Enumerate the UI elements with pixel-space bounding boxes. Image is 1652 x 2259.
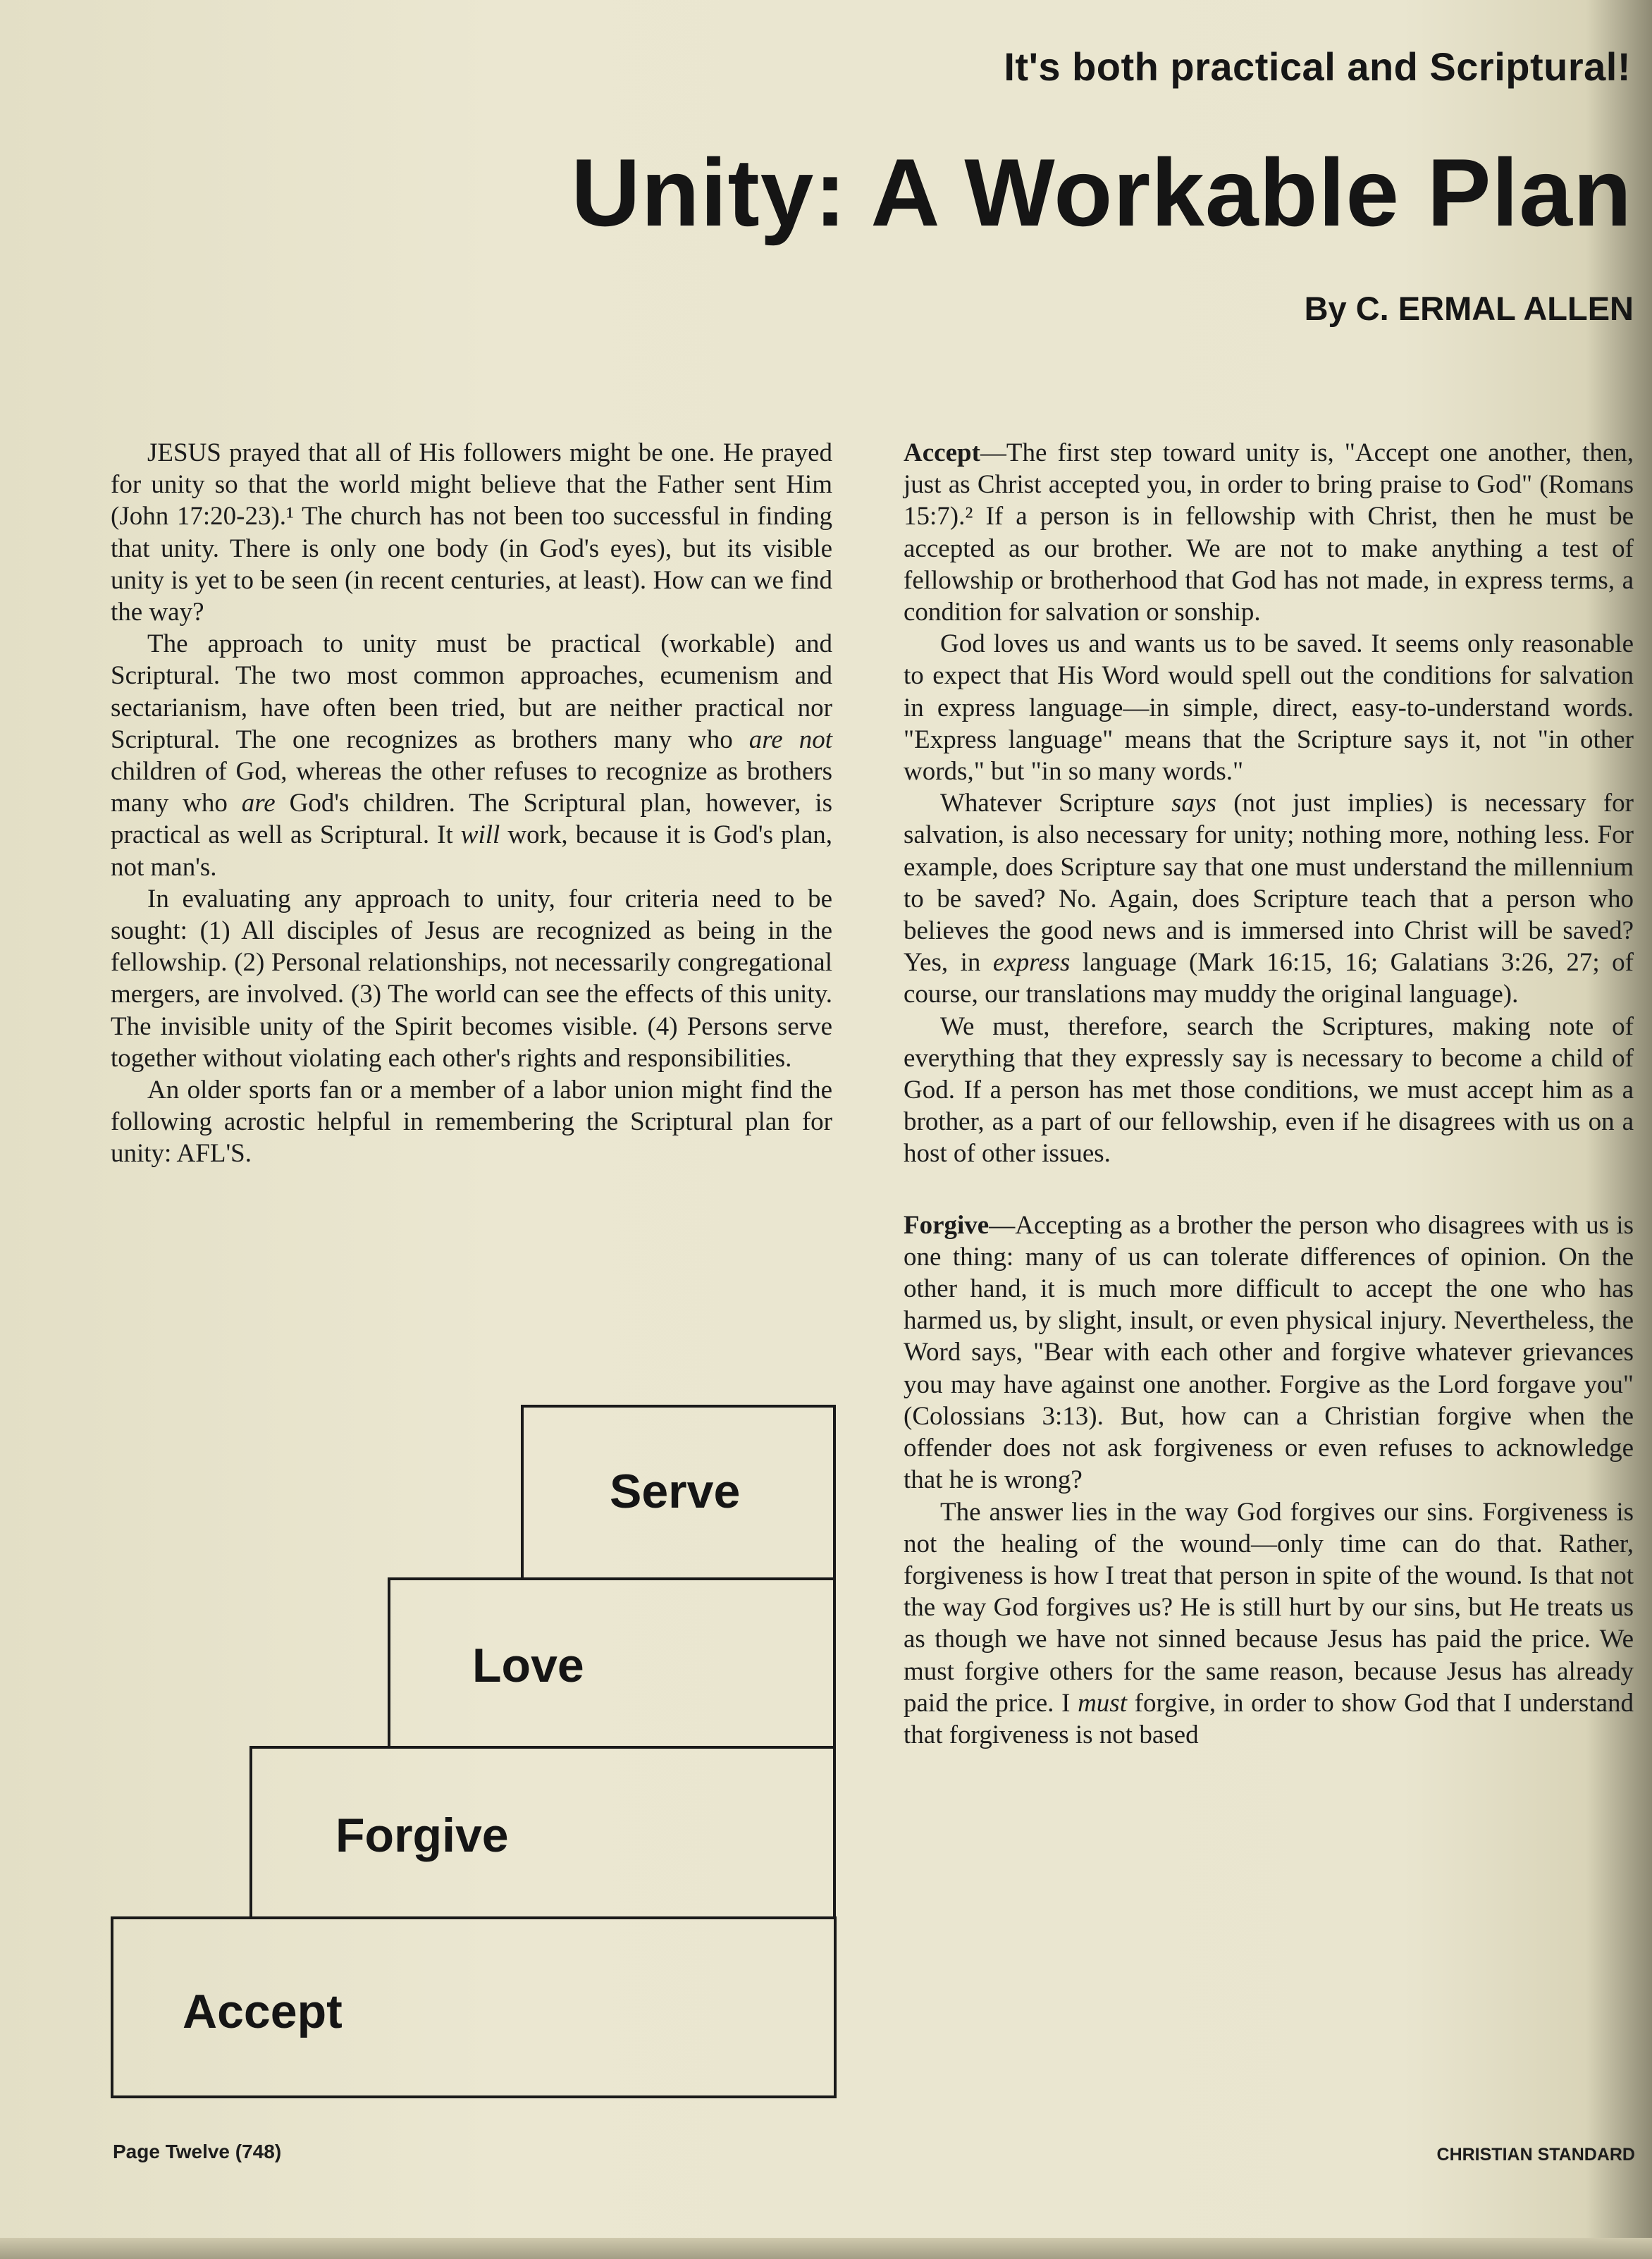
section-accept: Accept—The first step toward unity is, "Accept one another, then, just as Christ accepted you, in order to bring praise to God" (Romans 15:7).² If a person is in fellowship with Christ, then he must be accepted as our brother. We are not to make anything a test of fellowship or brotherhood that God has not made, in express terms, a condition for salvation or sonship. [904, 438, 1634, 627]
paragraph: JESUS prayed that all of His followers might be one. He prayed for unity so that the world might believe that the Father sent Him (John 17:20-23).¹ The church has not been too successful in finding that unity. There is only one body (in God's eyes), but its visible unity is yet to be seen (in recent centuries, at least). How can we find the way? [111, 438, 832, 627]
section-forgive: Forgive—Accepting as a brother the person who disagrees with us is one thing: many of us can tolerate differences of opinion. On the other hand, it is much more difficult to accept the one who has harmed us, by slight, insult, or even physical injury. Nevertheless, the Word says, "Bear with each other and forgive whatever grievances you may have against one another. Forgive as the Lord forgave you" (Colossians 3:13). But, how can a Christian forgive when the offender does not ask forgiveness or even refuses to acknowledge that he is wrong? [904, 1210, 1634, 1495]
paragraph: In evaluating any approach to unity, four criteria need to be sought: (1) All disciples of Jesus are recognized as being in the fellowship. (2) Personal relationships, not necessarily congregational mergers, are involved. (3) The world can see the effects of this unity. The invisible unity of the Spirit becomes visible. (4) Persons serve together without violating each other's rights and responsibilities. [111, 884, 832, 1073]
article-title: Unity: A Workable Plan [571, 139, 1632, 246]
step-label: Love [472, 1639, 584, 1692]
section-heading: Forgive [904, 1210, 990, 1240]
section-heading: Accept [904, 438, 980, 467]
step-label: Serve [610, 1465, 741, 1518]
paragraph: We must, therefore, search the Scriptures, making note of everything that they expressly say is necessary to become a child of God. If a person has met those conditions, we must accept him as a brother, as a part of our fellowship, even if he disagrees with us on a host of other issues. [904, 1011, 1634, 1169]
left-column [111, 437, 832, 1170]
paragraph: The approach to unity must be practical (workable) and Scriptural. The two most common approaches, ecumenism and sectarianism, have often been tried, but are neither practical nor Scriptural. The one recognizes as brothers many who are not children of God, whereas the other refuses to recognize as brothers many who are God's children. The Scriptural plan, however, is practical as well as Scriptural. It will work, because it is God's plan, not man's. [111, 629, 832, 882]
article-byline: By C. ERMAL ALLEN [1304, 290, 1634, 327]
page-number: Page Twelve (748) [113, 2141, 282, 2162]
step-forgive [249, 1746, 836, 1919]
paragraph: God loves us and wants us to be saved. It seems only reasonable to expect that His Word would spell out the conditions for salvation in express language—in simple, direct, easy-to-understand words. "Express language" means that the Scripture says it, not "in other words," but "in so many words." [904, 629, 1634, 787]
article-kicker: It's both practical and Scriptural! [1004, 44, 1631, 89]
step-label: Forgive [335, 1809, 509, 1862]
paragraph: An older sports fan or a member of a labor union might find the following acrostic helpful in remembering the Scriptural plan for unity: AFL'S. [111, 1076, 832, 1169]
step-serve [521, 1405, 836, 1580]
paragraph: The answer lies in the way God forgives our sins. Forgiveness is not the healing of the wound—only time can do that. Rather, forgiveness is how I treat that person in spite of the wound. Is that not the way God forgives us? He is still hurt by our sins, but He treats us as though we have not sinned because Jesus has paid the price. We must forgive others for the same reason, because Jesus has already paid the price. I must forgive, in order to show God that I understand that forgiveness is not based [904, 1497, 1634, 1749]
step-label: Accept [183, 1985, 343, 2038]
right-column [904, 437, 1634, 1751]
step-accept [111, 1916, 837, 2098]
step-love [388, 1577, 836, 1749]
page-bottom-edge [0, 2238, 1652, 2259]
paragraph: Whatever Scripture says (not just implies) is necessary for salvation, is also necessary for unity; nothing more, nothing less. For example, does Scripture say that one must understand the millennium to be saved? No. Again, does Scripture teach that a person who believes the good news and is immersed into Christ will be saved? Yes, in express language (Mark 16:15, 16; Galatians 3:26, 27; of course, our translations may muddy the original language). [904, 789, 1634, 1009]
publication-name: CHRISTIAN STANDARD [1436, 2145, 1635, 2165]
